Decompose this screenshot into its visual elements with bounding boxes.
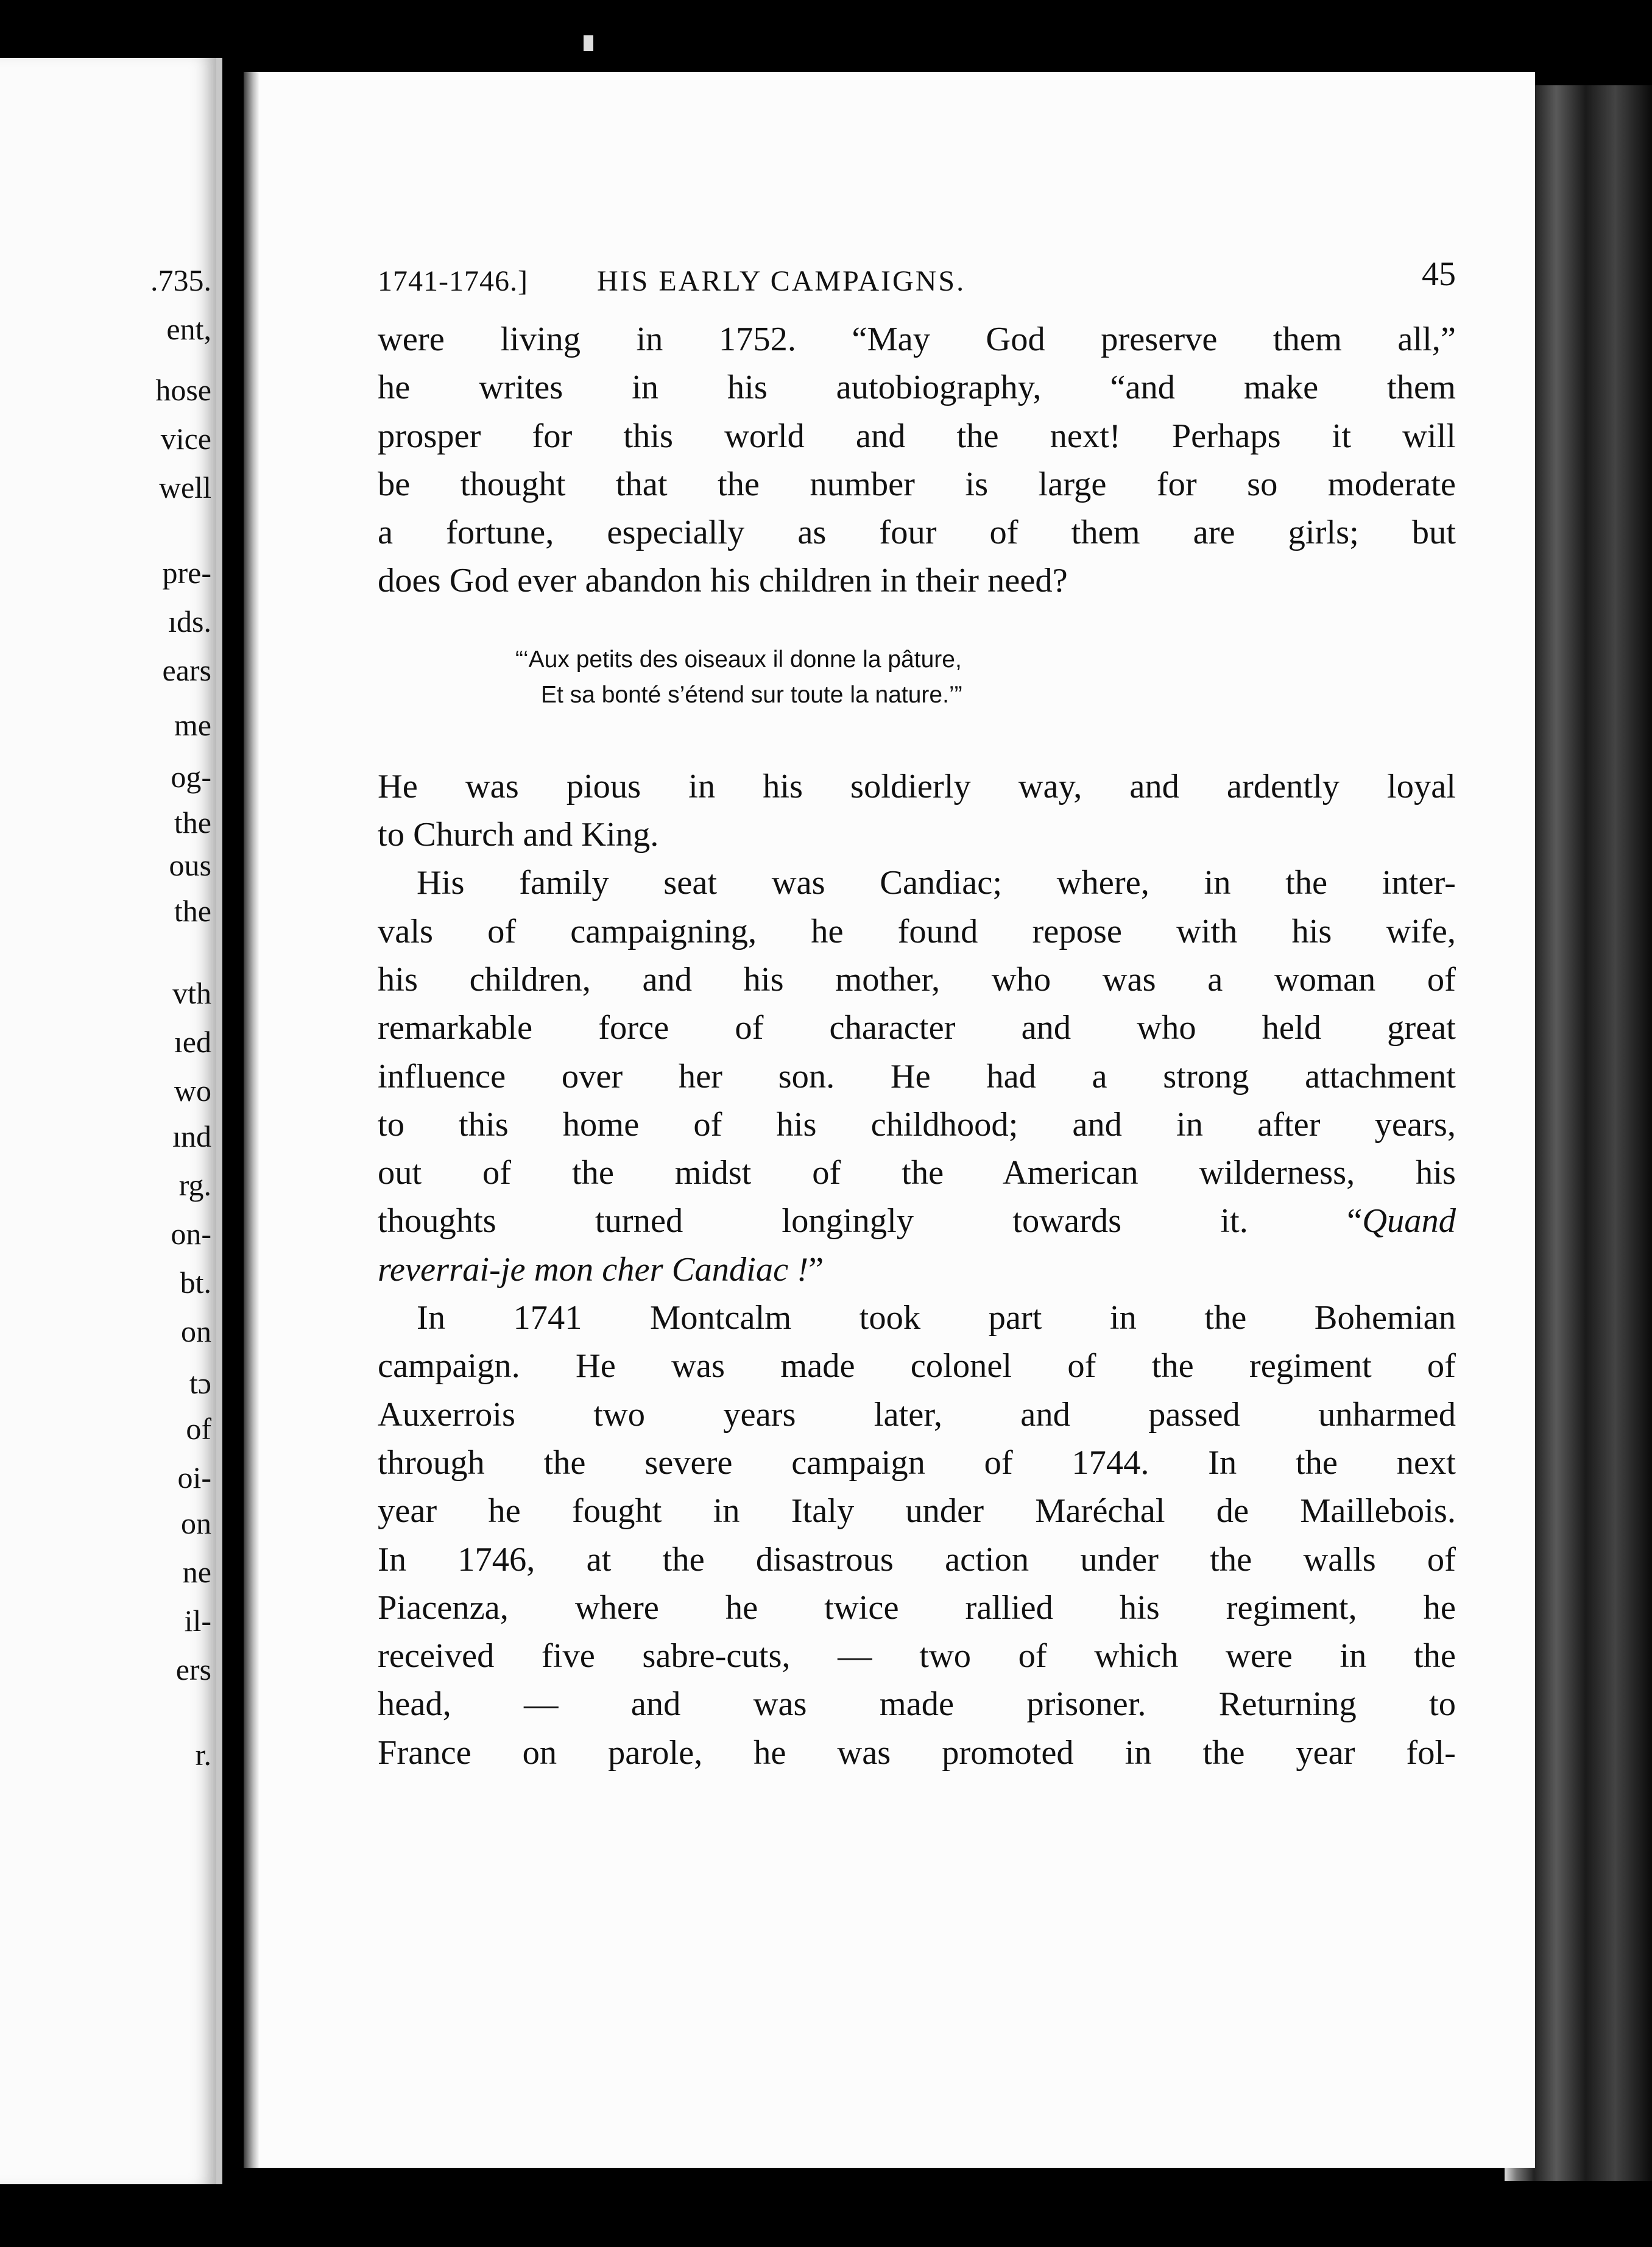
left-page-fragment: on- — [171, 1217, 211, 1251]
text-line: out of the midst of the American wilderness, his — [378, 1154, 1456, 1192]
left-page-fragment: the — [174, 805, 211, 840]
left-page-fragment: tɔ — [189, 1366, 211, 1400]
right-page — [244, 72, 1535, 2168]
left-page-fragment: on — [181, 1314, 211, 1348]
gutter-shadow — [244, 72, 259, 2168]
text-line: In 1746, at the disastrous action under the walls of — [378, 1540, 1456, 1579]
text-line: to Church and King. — [378, 816, 659, 854]
left-page-fragment: vth — [172, 976, 211, 1010]
left-page-fragment: bt. — [180, 1265, 211, 1300]
text-segment: thoughts turned longingly towards it. “ — [378, 1202, 1363, 1240]
left-page-fragment: of — [186, 1412, 211, 1446]
running-head — [378, 255, 1456, 310]
left-page-fragment: rg. — [178, 1168, 211, 1202]
left-page-fragment: wo — [174, 1074, 211, 1108]
text-line: were living in 1752. “May God preserve them all,” — [378, 320, 1456, 358]
text-line: Auxerrois two years later, and passed unharmed — [378, 1395, 1456, 1434]
text-line: a fortune, especially as four of them are girls; but — [378, 514, 1456, 552]
text-line: received five sabre-cuts, — two of which were in the — [378, 1637, 1456, 1676]
left-page-fragment: r. — [195, 1738, 211, 1772]
text-line: year he fought in Italy under Maréchal de Maillebois. — [378, 1492, 1456, 1530]
left-page-fragment: me — [174, 708, 211, 742]
italic-word: Quand — [1362, 1202, 1456, 1240]
text-line: does God ever abandon his children in their need? — [378, 562, 1068, 600]
poem-line: Et sa bonté s’étend sur toute la nature.’” — [541, 681, 962, 708]
left-page-fragment: the — [174, 894, 211, 928]
text-line: In 1741 Montcalm took part in the Bohemian — [417, 1299, 1456, 1337]
left-page-fragment: well — [158, 470, 211, 504]
left-page-fragment: pre- — [162, 556, 211, 590]
left-page-fragment: on — [181, 1506, 211, 1540]
left-page-fragments — [0, 58, 216, 2184]
text-line: vals of campaigning, he found repose with his wife, — [378, 912, 1456, 950]
closing-quote: ” — [808, 1250, 824, 1289]
text-line: influence over her son. He had a strong attachment — [378, 1057, 1456, 1095]
running-head-years: 1741-1746.] — [378, 265, 528, 297]
page-number: 45 — [1422, 255, 1456, 293]
left-page-fragment: ous — [169, 848, 211, 882]
left-page-fragment: ıds. — [168, 604, 211, 639]
text-line: head, — and was made prisoner. Returning to — [378, 1685, 1456, 1724]
left-page-fragment: hose — [155, 373, 211, 407]
text-line: remarkable force of character and who held great — [378, 1009, 1456, 1047]
running-head-title: HIS EARLY CAMPAIGNS. — [597, 265, 966, 297]
text-line: through the severe campaign of 1744. In the next — [378, 1443, 1456, 1482]
left-page-fragment: ers — [175, 1652, 211, 1686]
text-line: campaign. He was made colonel of the regiment of — [378, 1347, 1456, 1385]
italic-quote: reverrai-je mon cher Candiac ! — [378, 1250, 809, 1289]
left-page-fragment: og- — [171, 760, 211, 794]
text-line — [378, 1197, 1456, 1245]
poem-line: “‘Aux petits des oiseaux il donne la pâture, — [515, 646, 962, 673]
left-page-fragment: ıed — [174, 1025, 211, 1059]
left-page-fragment: .735. — [150, 263, 211, 297]
left-page-fragment: il- — [184, 1604, 211, 1638]
left-page-fragment: ınd — [172, 1119, 211, 1153]
text-line: he writes in his autobiography, “and make them — [378, 369, 1456, 407]
text-line: Piacenza, where he twice rallied his regiment, he — [378, 1588, 1456, 1627]
text-line: He was pious in his soldierly way, and ardently loyal — [378, 767, 1456, 805]
text-line — [378, 1246, 1456, 1294]
text-line: France on parole, he was promoted in the year fol- — [378, 1733, 1456, 1772]
text-line: be thought that the number is large for so moderate — [378, 465, 1456, 503]
body-text — [378, 316, 1456, 1777]
left-page-fragment: ne — [182, 1555, 211, 1589]
left-page-fragment: ears — [162, 653, 211, 687]
scan-mark — [584, 35, 593, 51]
left-page-fragment: vice — [160, 422, 211, 456]
left-page-fragment: oi- — [177, 1460, 211, 1495]
text-line: His family seat was Candiac; where, in the inter- — [417, 864, 1456, 902]
text-line: his children, and his mother, who was a woman of — [378, 960, 1456, 999]
text-line: prosper for this world and the next! Perhaps it will — [378, 417, 1456, 455]
text-line: to this home of his childhood; and in after years, — [378, 1105, 1456, 1144]
left-page — [0, 58, 222, 2184]
left-page-fragment: ent, — [166, 312, 211, 346]
